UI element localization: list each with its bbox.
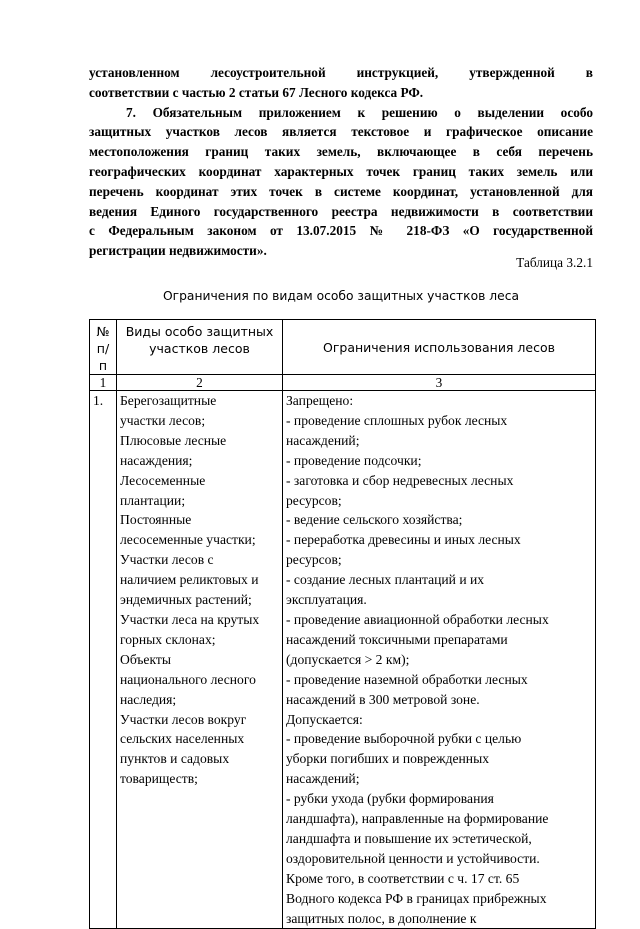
forest-type-line: наличием реликтовых и — [120, 572, 259, 588]
forest-type-line: Участки лесов с — [120, 552, 214, 568]
forest-type-line: сельских населенных — [120, 731, 245, 747]
forest-type-line: национального лесного — [120, 671, 256, 687]
forest-type-line: горных склонах; — [120, 631, 216, 647]
table-number: Таблица 3.2.1 — [516, 255, 593, 270]
restriction-line: - проведение подсочки; — [286, 452, 422, 468]
forest-type-line: эндемичных растений; — [120, 592, 252, 608]
forest-type-line: наследия; — [120, 691, 177, 707]
column-number: 3 — [283, 375, 596, 391]
intro-line: местоположения границ таких земель, включающее в себя перечень — [89, 144, 593, 160]
restriction-line: насаждений; — [286, 432, 360, 448]
intro-line: с Федеральным законом от 13.07.2015 № 218-ФЗ «О государственной — [89, 223, 593, 239]
restrictions-table — [89, 319, 596, 929]
restriction-line: насаждений токсичными препаратами — [286, 631, 508, 647]
column-number: 1 — [90, 375, 117, 391]
forest-type-line: Участки лесов вокруг — [120, 711, 247, 727]
table-header-row — [90, 320, 596, 375]
restriction-line: Кроме того, в соответствии с ч. 17 ст. 65 — [286, 870, 520, 886]
forest-type-line: Плюсовые лесные — [120, 432, 227, 448]
forest-type-line: товариществ; — [120, 771, 198, 787]
restriction-line: насаждений в 300 метровой зоне. — [286, 691, 480, 707]
restriction-line: (допускается > 2 км); — [286, 651, 410, 667]
restriction-line: - создание лесных плантаций и их — [286, 572, 485, 588]
header-types — [117, 320, 283, 375]
restriction-line: - заготовка и сбор недревесных лесных — [286, 472, 514, 488]
forest-type-line: Постоянные — [120, 512, 192, 528]
restriction-line: - проведение выборочной рубки с целью — [286, 731, 522, 747]
intro-line: регистрации недвижимости». — [89, 243, 267, 259]
restriction-line: Водного кодекса РФ в границах прибрежных — [286, 890, 547, 906]
restriction-line: - проведение сплошных рубок лесных — [286, 412, 508, 428]
restriction-line: защитных полос, в дополнение к — [286, 910, 477, 926]
header-number — [90, 320, 117, 375]
forest-types-cell — [117, 391, 283, 929]
restriction-line: ландшафта), направленные на формирование — [286, 811, 549, 827]
restriction-line: - ведение сельского хозяйства; — [286, 512, 463, 528]
restriction-line: - проведение авиационной обработки лесных — [286, 611, 549, 627]
restriction-line: оздоровительной ценности и устойчивости. — [286, 850, 540, 866]
forest-type-line: Берегозащитные — [120, 393, 217, 408]
restriction-line: эксплуатация. — [286, 592, 367, 608]
restriction-line: ландшафта и повышение их эстетической, — [286, 830, 532, 846]
restriction-line: насаждений; — [286, 771, 360, 787]
column-number: 2 — [117, 375, 283, 391]
forest-type-line: участки лесов; — [120, 412, 206, 428]
restriction-line: - рубки ухода (рубки формирования — [286, 791, 494, 807]
intro-line: 7. Обязательным приложением к решению о выделении особо — [126, 104, 593, 120]
forest-type-line: Объекты — [120, 651, 171, 667]
forest-type-line: насаждения; — [120, 452, 193, 468]
restriction-line: ресурсов; — [286, 552, 342, 568]
header-number-line: № — [96, 324, 110, 339]
intro-line: ведения Единого государственного реестра недвижимости в соответствии — [89, 203, 593, 219]
header-number-line: п/п — [96, 341, 110, 373]
restriction-line: - проведение наземной обработки лесных — [286, 671, 528, 687]
forest-type-line: пунктов и садовых — [120, 751, 230, 767]
table-title: Ограничения по видам особо защитных участков леса — [162, 289, 519, 303]
header-types-line: Виды особо защитных — [125, 324, 274, 339]
restrictions-cell — [283, 391, 596, 929]
header-restrictions: Ограничения использования лесов — [283, 320, 596, 375]
restriction-line: уборки погибших и поврежденных — [286, 751, 489, 767]
forest-type-line: Лесосеменные — [120, 472, 206, 488]
intro-line: перечень координат этих точек в системе координат, установленной для — [89, 183, 593, 199]
restriction-line: ресурсов; — [286, 492, 342, 508]
intro-paragraph — [89, 63, 593, 261]
column-number-row — [90, 375, 596, 391]
intro-line: защитных участков лесов является текстовое и графическое описание — [89, 124, 593, 140]
restriction-line: - переработка древесины и иных лесных — [286, 532, 521, 548]
row-number: 1. — [90, 391, 117, 929]
restriction-line: Запрещено: — [286, 393, 354, 408]
forest-type-line: лесосеменные участки; — [120, 532, 256, 548]
header-types-line: участков лесов — [149, 341, 250, 356]
intro-line: установленном лесоустроительной инструкцией, утвержденной в — [89, 65, 593, 80]
table-row — [90, 391, 596, 929]
intro-line: соответствии с частью 2 статьи 67 Лесного кодекса РФ. — [89, 84, 424, 100]
restriction-line: Допускается: — [286, 711, 363, 727]
forest-type-line: Участки леса на крутых — [120, 611, 260, 627]
forest-type-line: плантации; — [120, 492, 186, 508]
intro-line: географических координат характерных точек границ таких земель или — [89, 163, 593, 179]
